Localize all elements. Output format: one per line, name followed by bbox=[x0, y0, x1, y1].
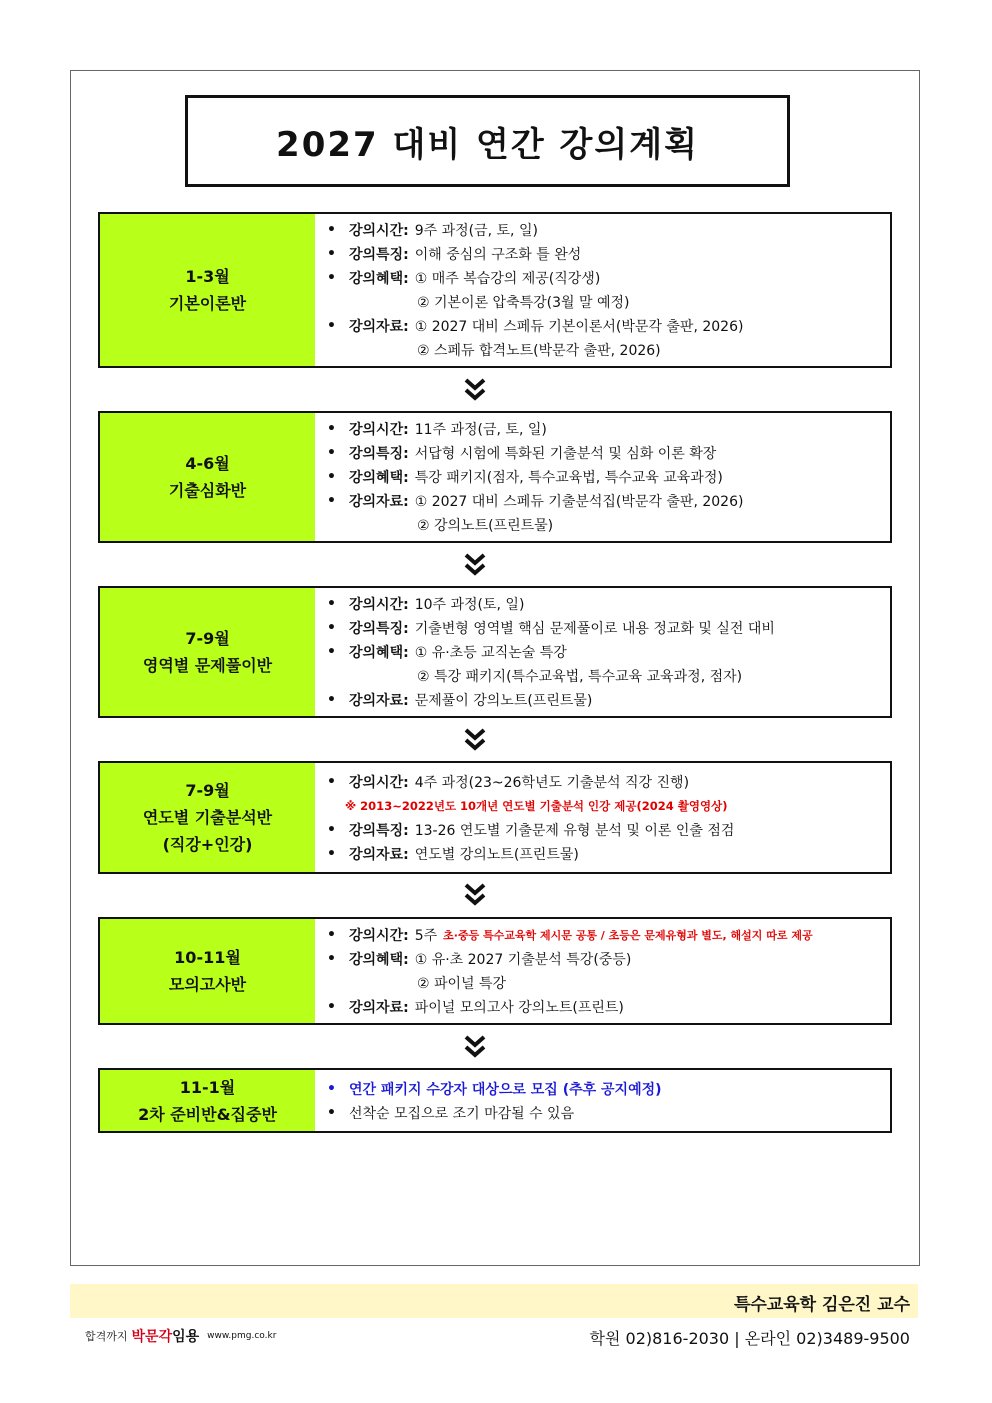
line-key: 강의시간: bbox=[349, 928, 409, 944]
block-content bbox=[315, 1070, 890, 1131]
block-label bbox=[100, 1070, 315, 1131]
logo-url[interactable]: www.pmg.co.kr bbox=[207, 1331, 277, 1341]
detail-line: ② 스페듀 합격노트(박문각 출판, 2026) bbox=[417, 343, 661, 359]
plan-block bbox=[98, 1068, 892, 1133]
bullet-line: • 강의시간: 5주 초·중등 특수교육학 제시문 공통 / 초등은 문제유형과 별도, 해설지 따로 제공 bbox=[327, 927, 813, 944]
bullet-line: • 강의특징: 서답형 시험에 특화된 기출분석 및 심화 이론 확장 bbox=[327, 445, 717, 462]
bullet-line: • 강의자료: 문제풀이 강의노트(프린트물) bbox=[327, 692, 593, 709]
block-label-line: 연도별 기출분석반 bbox=[142, 808, 273, 827]
author-name: 특수교육학 김은진 교수 bbox=[733, 1295, 910, 1315]
line-key: 강의혜택: bbox=[349, 952, 409, 968]
chevron-down-icon bbox=[462, 377, 488, 403]
line-key: 강의자료: bbox=[349, 846, 409, 863]
block-label bbox=[100, 919, 315, 1023]
line-text: 연도별 강의노트(프린트물) bbox=[414, 846, 579, 863]
line-key: 강의시간: bbox=[349, 597, 409, 613]
note-line: ※ 2013~2022년도 10개년 연도별 기출분석 인강 제공(2024 촬영영상) bbox=[345, 798, 728, 813]
bullet-line: • 강의시간: 11주 과정(금, 토, 일) bbox=[327, 421, 547, 438]
line-key: 강의특징: bbox=[349, 247, 409, 263]
plan-block bbox=[98, 411, 892, 543]
bullet-line: • 연간 패키지 수강자 대상으로 모집 (추후 공지예정) bbox=[327, 1080, 662, 1098]
bullet-line: • 강의시간: 10주 과정(토, 일) bbox=[327, 596, 525, 613]
bullet-line: • 강의자료: 파이널 모의고사 강의노트(프린트) bbox=[327, 999, 624, 1016]
block-content bbox=[315, 919, 890, 1023]
plan-block bbox=[98, 586, 892, 718]
block-label-line: 2차 준비반&집중반 bbox=[138, 1104, 277, 1124]
line-text: 이해 중심의 구조화 틀 완성 bbox=[414, 247, 582, 263]
block-content bbox=[315, 214, 890, 366]
bullet-line: • 강의특징: 13-26 연도별 기출문제 유형 분석 및 이론 인출 점검 bbox=[327, 821, 735, 839]
bullet-line: • 강의특징: 기출변형 영역별 핵심 문제풀이로 내용 정교화 및 실전 대비 bbox=[327, 620, 775, 637]
line-text: 11주 과정(금, 토, 일) bbox=[414, 422, 547, 438]
line-key: 강의혜택: bbox=[349, 645, 409, 661]
line-key: 강의자료: bbox=[349, 693, 409, 709]
line-key: 강의혜택: bbox=[349, 470, 409, 486]
red-note: 초·중등 특수교육학 제시문 공통 / 초등은 문제유형과 별도, 해설지 따로 제공 bbox=[443, 929, 813, 942]
bullet-line: • 강의혜택: 특강 패키지(점자, 특수교육법, 특수교육 교육과정) bbox=[327, 469, 723, 486]
bullet-line: • 선착순 모집으로 조기 마감될 수 있음 bbox=[327, 1104, 575, 1122]
line-key: 강의특징: bbox=[349, 822, 409, 839]
logo-brand: 박문각임용 bbox=[131, 1329, 200, 1345]
bullet-line: • 강의혜택: ① 유·초 2027 기출분석 특강(중등) bbox=[327, 951, 632, 968]
line-key: 강의특징: bbox=[349, 446, 409, 462]
line-text: 5주 bbox=[414, 928, 438, 944]
line-text: ① 유·초 2027 기출분석 특강(중등) bbox=[414, 952, 632, 968]
block-label-line: 7-9월 bbox=[185, 629, 230, 648]
blue-text: 연간 패키지 수강자 대상으로 모집 (추후 공지예정) bbox=[349, 1081, 662, 1098]
block-label-line: (직강+인강) bbox=[162, 835, 253, 854]
detail-line: ② 강의노트(프린트물) bbox=[417, 518, 554, 534]
block-label bbox=[100, 588, 315, 716]
line-text: 선착순 모집으로 조기 마감될 수 있음 bbox=[349, 1105, 575, 1122]
line-text: ① 유·초등 교직논술 특강 bbox=[414, 645, 567, 661]
contact-info: 학원 02)816-2030 | 온라인 02)3489-9500 bbox=[589, 1329, 910, 1348]
chevron-down-icon bbox=[462, 1034, 488, 1060]
block-label-line: 영역별 문제풀이반 bbox=[142, 656, 273, 675]
line-key: 강의자료: bbox=[349, 494, 409, 510]
chevron-down-icon bbox=[462, 552, 488, 578]
line-text: ① 2027 대비 스페듀 기본이론서(박문각 출판, 2026) bbox=[414, 319, 744, 335]
line-text: 문제풀이 강의노트(프린트물) bbox=[414, 693, 593, 709]
line-text: 13-26 연도별 기출문제 유형 분석 및 이론 인출 점검 bbox=[414, 822, 735, 839]
line-text: 기출변형 영역별 핵심 문제풀이로 내용 정교화 및 실전 대비 bbox=[414, 621, 775, 637]
bullet-line: • 강의혜택: ① 매주 복습강의 제공(직강생) bbox=[327, 270, 601, 287]
line-text: 10주 과정(토, 일) bbox=[414, 597, 525, 613]
block-label-line: 7-9월 bbox=[185, 781, 230, 800]
block-label-line: 4-6월 bbox=[185, 454, 230, 473]
line-text: 서답형 시험에 특화된 기출분석 및 심화 이론 확장 bbox=[414, 446, 717, 462]
plan-block bbox=[98, 212, 892, 368]
chevron-down-icon bbox=[462, 882, 488, 908]
line-key: 강의시간: bbox=[349, 422, 409, 438]
chevron-down-icon bbox=[462, 727, 488, 753]
block-content bbox=[315, 588, 890, 716]
line-key: 강의시간: bbox=[349, 774, 409, 791]
line-text: 9주 과정(금, 토, 일) bbox=[414, 223, 538, 239]
block-label-line: 기본이론반 bbox=[168, 294, 247, 313]
detail-line: ② 파이널 특강 bbox=[417, 976, 507, 992]
block-content bbox=[315, 413, 890, 541]
block-label-line: 11-1월 bbox=[179, 1077, 236, 1097]
publisher-logo bbox=[85, 1326, 276, 1346]
bullet-line: • 강의자료: 연도별 강의노트(프린트물) bbox=[327, 845, 579, 863]
bullet-line: • 강의자료: ① 2027 대비 스페듀 기본이론서(박문각 출판, 2026) bbox=[327, 318, 744, 335]
bullet-line: • 강의자료: ① 2027 대비 스페듀 기출분석집(박문각 출판, 2026) bbox=[327, 493, 744, 510]
block-label-line: 모의고사반 bbox=[168, 975, 247, 994]
line-key: 강의자료: bbox=[349, 319, 409, 335]
detail-line: ② 특강 패키지(특수교육법, 특수교육 교육과정, 점자) bbox=[417, 669, 743, 685]
line-text: 특강 패키지(점자, 특수교육법, 특수교육 교육과정) bbox=[414, 470, 723, 486]
plan-block bbox=[98, 761, 892, 874]
line-text: ① 2027 대비 스페듀 기출분석집(박문각 출판, 2026) bbox=[414, 494, 744, 510]
line-text: 4주 과정(23~26학년도 기출분석 직강 진행) bbox=[414, 774, 690, 791]
logo-prefix: 합격까지 bbox=[85, 1330, 128, 1343]
block-label bbox=[100, 214, 315, 366]
bullet-line: • 강의시간: 4주 과정(23~26학년도 기출분석 직강 진행) bbox=[327, 773, 690, 791]
line-key: 강의혜택: bbox=[349, 271, 409, 287]
line-key: 강의시간: bbox=[349, 223, 409, 239]
bullet-line: • 강의특징: 이해 중심의 구조화 틀 완성 bbox=[327, 246, 582, 263]
bullet-line: • 강의시간: 9주 과정(금, 토, 일) bbox=[327, 222, 538, 239]
bullet-line: • 강의혜택: ① 유·초등 교직논술 특강 bbox=[327, 644, 567, 661]
block-label bbox=[100, 413, 315, 541]
line-text: ① 매주 복습강의 제공(직강생) bbox=[414, 271, 601, 287]
block-label-line: 1-3월 bbox=[185, 267, 230, 286]
block-label-line: 기출심화반 bbox=[168, 481, 247, 500]
block-label bbox=[100, 763, 315, 872]
detail-line: ② 기본이론 압축특강(3월 말 예정) bbox=[417, 295, 630, 311]
line-text: 파이널 모의고사 강의노트(프린트) bbox=[414, 1000, 624, 1016]
block-label-line: 10-11월 bbox=[174, 948, 241, 967]
line-key: 강의자료: bbox=[349, 1000, 409, 1016]
block-content bbox=[315, 763, 890, 872]
page-title: 2027 대비 연간 강의계획 bbox=[185, 95, 790, 187]
plan-block bbox=[98, 917, 892, 1025]
line-key: 강의특징: bbox=[349, 621, 409, 637]
